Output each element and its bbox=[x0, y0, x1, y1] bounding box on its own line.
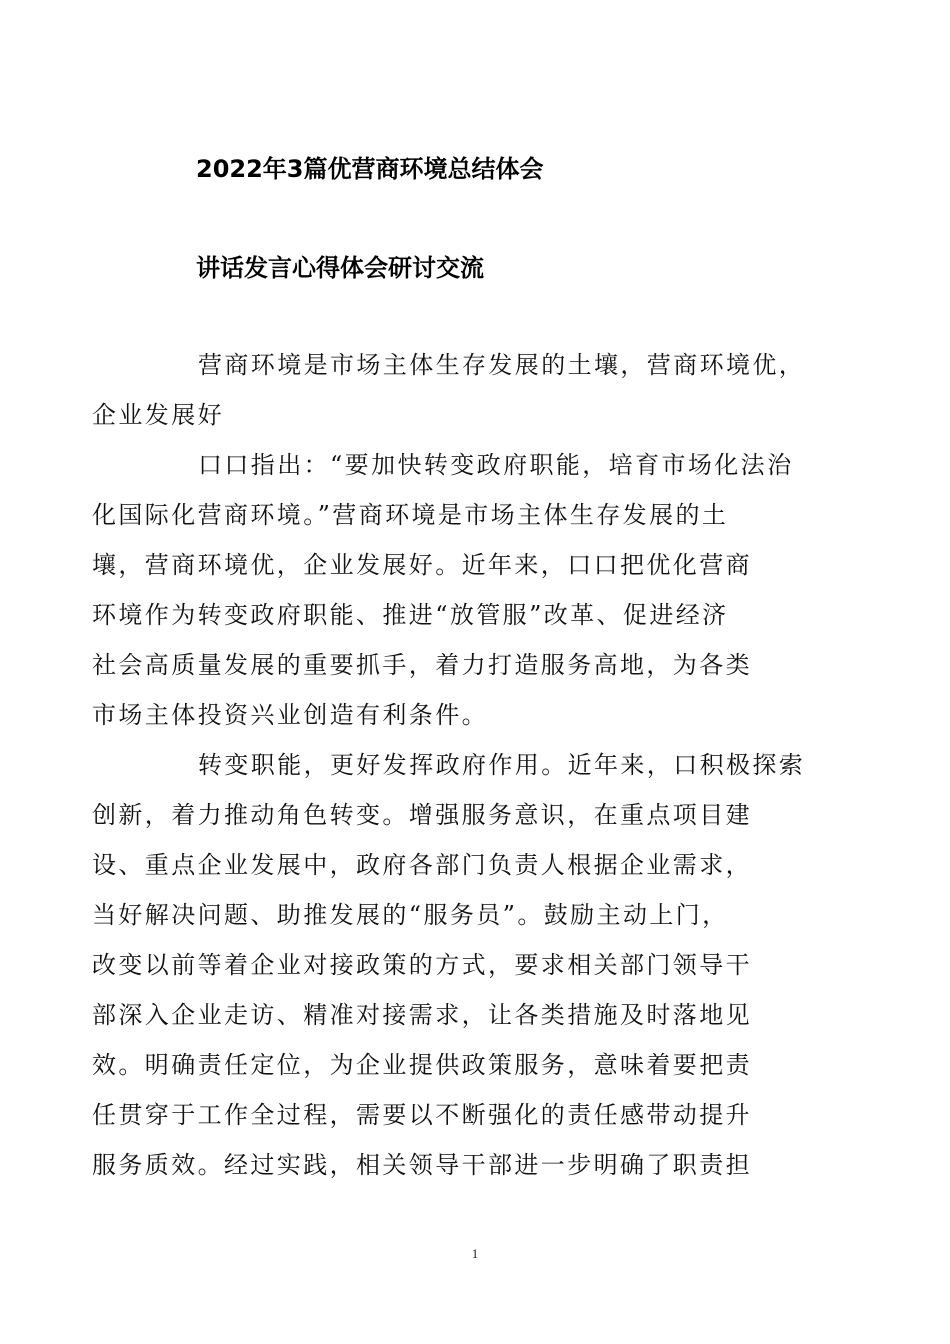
document-title: 2022年3篇优营商环境总结体会 bbox=[196, 155, 544, 183]
text-line: 环境作为转变政府职能、推进“放管服”改革、促进经济 bbox=[92, 601, 729, 629]
text-line: 当好解决问题、助推发展的“服务员”。鼓励主动上门， bbox=[92, 901, 729, 929]
document-body bbox=[92, 340, 807, 1190]
text-line: 营商环境是市场主体生存发展的土壤，营商环境优， bbox=[198, 351, 806, 379]
text-line: 市场主体投资兴业创造有利条件。 bbox=[92, 701, 488, 729]
text-line: 设、重点企业发展中，政府各部门负责人根据企业需求， bbox=[92, 851, 752, 879]
text-line: 部深入企业走访、精准对接需求，让各类措施及时落地见 bbox=[92, 1001, 752, 1029]
paragraph-3 bbox=[92, 740, 807, 1190]
text-line: 壤，营商环境优，企业发展好。近年来，口口把优化营商 bbox=[92, 551, 752, 579]
text-line: 任贯穿于工作全过程，需要以不断强化的责任感带动提升 bbox=[92, 1101, 752, 1129]
text-line: 化国际化营商环境。”营商环境是市场主体生存发展的土 bbox=[92, 501, 729, 529]
paragraph-1 bbox=[92, 340, 807, 440]
text-line: 社会高质量发展的重要抓手，着力打造服务高地，为各类 bbox=[92, 651, 752, 679]
text-line: 企业发展好 bbox=[92, 401, 224, 429]
text-line: 改变以前等着企业对接政策的方式，要求相关部门领导干 bbox=[92, 951, 752, 979]
text-line: 口口指出：“要加快转变政府职能，培育市场化法治 bbox=[198, 451, 794, 479]
text-line: 服务质效。经过实践，相关领导干部进一步明确了职责担 bbox=[92, 1151, 752, 1179]
paragraph-2 bbox=[92, 440, 807, 740]
text-line: 转变职能，更好发挥政府作用。近年来，口积极探索 bbox=[198, 751, 806, 779]
text-line: 效。明确责任定位，为企业提供政策服务，意味着要把责 bbox=[92, 1051, 752, 1079]
page-number: 1 bbox=[471, 1246, 479, 1261]
document-subtitle: 讲话发言心得体会研讨交流 bbox=[196, 254, 484, 282]
text-line: 创新，着力推动角色转变。增强服务意识，在重点项目建 bbox=[92, 801, 752, 829]
